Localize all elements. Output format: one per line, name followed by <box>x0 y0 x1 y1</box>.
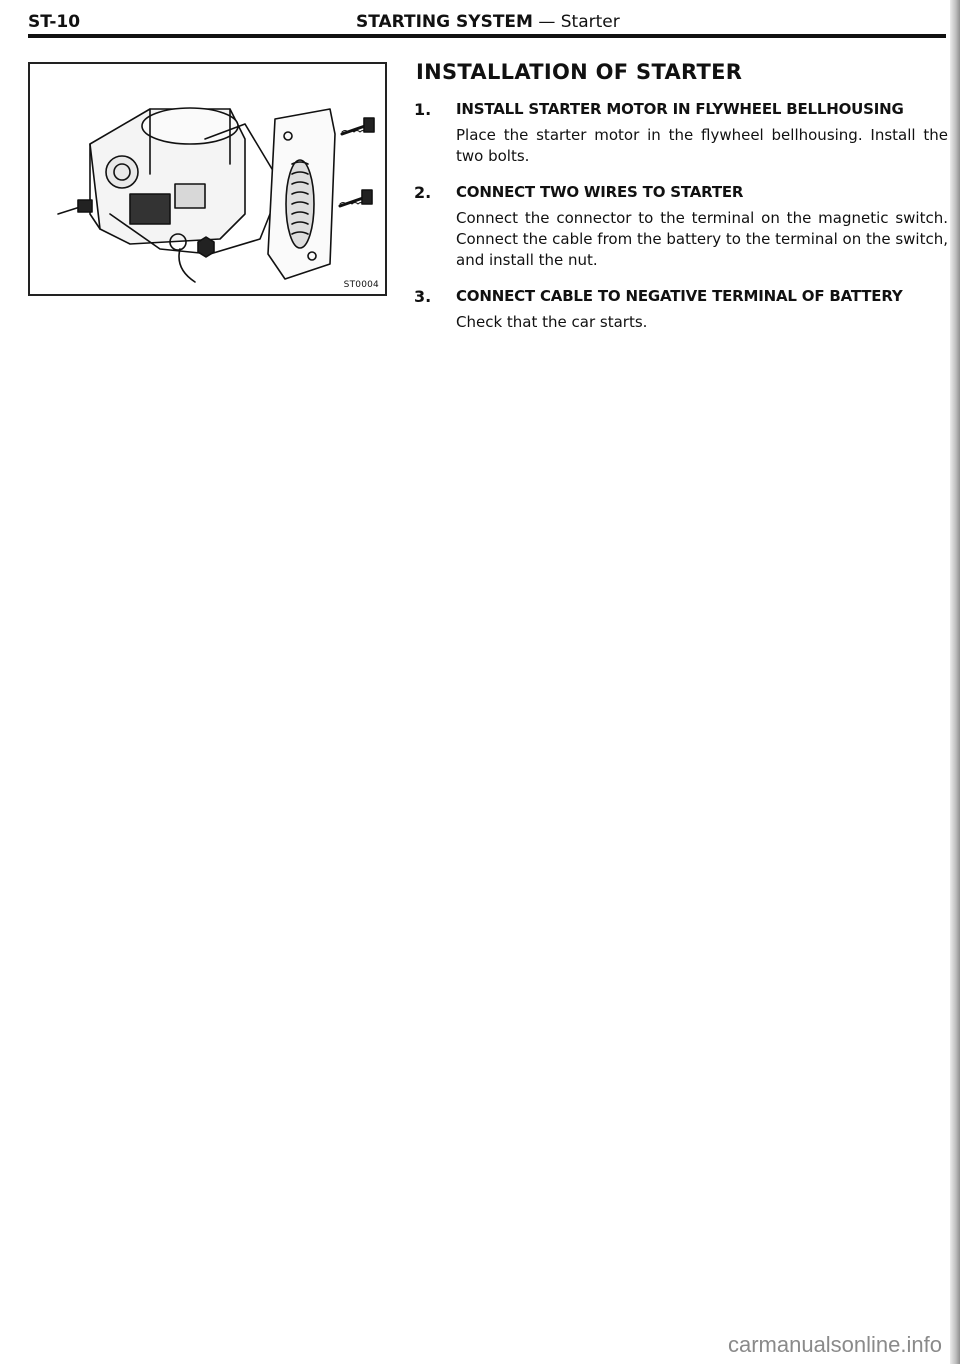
section-heading: INSTALLATION OF STARTER <box>416 60 743 84</box>
watermark: carmanualsonline.info <box>727 1332 942 1357</box>
step-number: 1. <box>414 100 432 119</box>
step-2 <box>416 183 948 271</box>
step-heading: INSTALL STARTER MOTOR IN FLYWHEEL BELLHOUSING <box>456 100 904 118</box>
step-3 <box>416 287 948 333</box>
section-title-rest: — Starter <box>532 12 620 32</box>
page-header <box>28 6 946 38</box>
starter-illustration <box>28 62 387 296</box>
section-title <box>356 12 620 32</box>
page-edge-shadow <box>950 0 960 1364</box>
step-number: 2. <box>414 183 432 202</box>
figure-code: ST0004 <box>343 280 379 290</box>
step-heading: CONNECT CABLE TO NEGATIVE TERMINAL OF BATTERY <box>456 287 903 305</box>
installation-section <box>416 60 948 349</box>
step-body: Place the starter motor in the flywheel bellhousing. Install the two bolts. <box>456 126 948 165</box>
step-body: Check that the car starts. <box>456 313 648 331</box>
step-number: 3. <box>414 287 432 306</box>
step-1 <box>416 100 948 167</box>
starter-drawing <box>30 64 385 294</box>
section-title-bold: STARTING SYSTEM <box>356 12 533 32</box>
step-heading: CONNECT TWO WIRES TO STARTER <box>456 183 744 201</box>
step-body: Connect the connector to the terminal on the magnetic switch. Connect the cable from the battery to the terminal on the switch, and install the nut. <box>456 209 949 269</box>
page-number: ST-10 <box>28 12 81 32</box>
